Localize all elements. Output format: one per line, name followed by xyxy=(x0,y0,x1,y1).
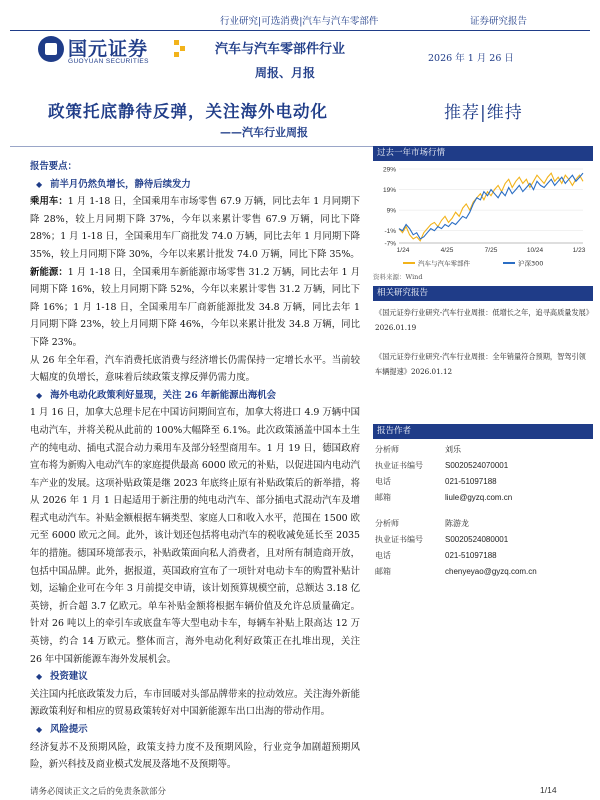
x-tick-label: 4/25 xyxy=(440,247,454,254)
analyst-header: 报告作者 xyxy=(373,424,593,439)
key-points-heading: 报告要点： xyxy=(30,161,77,172)
analyst-name: 陈游龙 xyxy=(445,519,469,528)
analyst-block-2 xyxy=(375,516,590,580)
related-item-2[interactable]: 《国元证券行业研究-汽车行业周报：全年销量符合预期，智驾引领车辆提速》2026.01.12 xyxy=(375,352,586,376)
analyst-name: 刘乐 xyxy=(445,445,461,454)
x-tick-label: 1/23 xyxy=(572,247,586,254)
logo-en: GUOYUAN SECURITIES xyxy=(68,58,149,65)
email-label: 邮箱 xyxy=(375,493,391,502)
email-address[interactable]: chenyeyao@gyzq.com.cn xyxy=(445,567,537,576)
phone-number: 021-51097188 xyxy=(445,551,497,560)
paragraph-passenger xyxy=(30,193,360,263)
industry-name: 汽车与汽车零部件行业 xyxy=(215,42,346,57)
report-type: 证券研究报告 xyxy=(470,16,528,27)
y-tick-label: -7% xyxy=(384,240,396,248)
y-tick-label: -1% xyxy=(384,228,396,236)
cert-number: S0020524080001 xyxy=(445,535,509,544)
x-tick-label: 1/24 xyxy=(396,247,410,254)
paragraph-nev xyxy=(30,264,360,352)
legend-label: 沪深300 xyxy=(518,259,544,268)
related-item-1[interactable]: 《国元证券行业研究-汽车行业周报：低增长之年，追寻高质量发展》2026.01.19 xyxy=(375,308,590,332)
company-logo xyxy=(38,36,188,70)
paragraph-overseas: 1 月 16 日，加拿大总理卡尼在中国访问期间宣布，加拿大将进口 4.9 万辆中国电动汽车，并将关税从此前的 100%大幅降至 6.1%。此次政策涵盖中国本土生产的纯电动、插电式混合动力乘用车及部分轻型商用车。1 月 19 日，德国政府宣布将为新购入电动汽车的家庭提供最高 6000 欧元的补贴，以促进国内电动汽车产业的发展。这项补贴政策是继 2023 年底终止原有补贴政策后的新举措，将从 2026 年 1 月 1 日起适用于新注册的纯电动汽车、部分插电式混动汽车及增程式电动汽车。补贴金额根据车辆类型、家庭人口和收入水平，范围在 1500 欧元至 6000 欧元之间。此外，该计划还包括将电动汽车的税收减免延长至 2035 年的措施。德国环境部表示，补贴政策面向私人消费者，且对所有制造商开放，包括中国品牌。此外，据报道，英国政府宣布了一项针对电动卡车的购置补贴计划，运输企业可在今年 3 月前提交申请，该计划预算规模空前，总额达 3.18 亿英镑，折合超 3.7 亿欧元。单车补贴金额将根据车辆价值及允许总质量确定。针对 26 吨以上的牵引车或底盘车等大型电动卡车，每辆车补贴上限高达 12 万英镑，约合 14 万欧元。整体而言，海外电动化利好政策正在扎堆出现，关注 26 年中国新能源车海外发展机会。 xyxy=(30,407,360,665)
related-header: 相关研究报告 xyxy=(373,286,593,301)
report-body xyxy=(30,158,360,774)
report-subtype: 周报、月报 xyxy=(255,66,316,80)
analyst-label: 分析师 xyxy=(375,445,399,454)
market-chart xyxy=(373,163,593,271)
text-nev: 1 月 1-18 日，全国乘用车新能源市场零售 31.2 万辆，同比去年 1 月同期下降 16%，较上月同期下降 52%，今年以来累计零售 31.2 万辆，同比下降 16%；1 月 1-18 日，全国乘用车厂商新能源批发 34.8 万辆，同比去年 1 月同期下降 23%，较上月同期下降 46%，今年以来累计批发 34.8 万辆，同比下降 23%。 xyxy=(30,266,360,348)
phone-label: 电话 xyxy=(375,477,391,486)
header-nav: 行业研究|可选消费|汽车与汽车零部件 xyxy=(220,16,379,27)
text-passenger: 1 月 1-18 日，全国乘用车市场零售 67.9 万辆，同比去年 1 月同期下降 28%，较上月同期下降 37%，今年以来累计零售 67.9 万辆，同比下降 28%；1 月 1-18 日，全国乘用车厂商批发 74.0 万辆，同比去年 1 月同期下降 35%，较上月同期下降 30%，今年以来累计批发 74.0 万辆，同比下降 35%。 xyxy=(30,196,360,260)
chart-header: 过去一年市场行情 xyxy=(373,146,593,161)
legend-label: 汽车与汽车零部件 xyxy=(418,259,470,268)
paragraph-risk: 经济复苏不及预期风险，政策支持力度不及预期风险，行业竞争加剧超预期风险，新兴科技及商业模式发展及落地不及预期等。 xyxy=(30,741,360,771)
rating: 推荐|维持 xyxy=(444,103,523,123)
bullet-heading-1: ◆ 前半月仍然负增长，静待后续发力 xyxy=(30,176,360,194)
email-address[interactable]: liule@gyzq.com.cn xyxy=(445,493,513,502)
logo-deco-icon xyxy=(174,40,188,58)
y-tick-label: 9% xyxy=(386,207,396,215)
bullet-heading-3: ◆ 投资建议 xyxy=(30,668,360,686)
logo-cn: 国元证券 xyxy=(68,38,149,60)
bullet-heading-2: ◆ 海外电动化政策利好显现，关注 26 年新能源出海机会 xyxy=(30,387,360,405)
analyst-block-1 xyxy=(375,442,590,506)
analyst-label: 分析师 xyxy=(375,519,399,528)
related-list xyxy=(375,305,590,379)
report-date: 2026 年 1 月 26 日 xyxy=(428,53,514,64)
label-nev: 新能源： xyxy=(30,266,68,278)
cert-label: 执业证书编号 xyxy=(375,461,423,470)
y-tick-label: 29% xyxy=(382,166,396,174)
report-title: 政策托底静待反弹，关注海外电动化 xyxy=(48,102,328,121)
paragraph-investment: 关注国内托底政策发力后，车市回暖对头部品牌带来的拉动效应。关注海外新能源政策利好和相应的贸易政策转好对中国新能源车出口出海的带动作用。 xyxy=(30,688,360,718)
paragraph-outlook: 从 26 年全年看，汽车消费托底消费与经济增长仍需保持一定增长水平。当前较大幅度的负增长，意味着后续政策支撑反弹仍需力度。 xyxy=(30,354,360,384)
footer-disclaimer: 请务必阅读正文之后的免责条款部分 xyxy=(30,787,167,797)
report-subtitle: ——汽车行业周报 xyxy=(220,126,308,139)
chart-source: 资料来源：Wind xyxy=(373,273,423,281)
cert-label: 执业证书编号 xyxy=(375,535,423,544)
email-label: 邮箱 xyxy=(375,567,391,576)
page-number: 1/14 xyxy=(540,785,557,795)
x-tick-label: 7/25 xyxy=(484,247,498,254)
cert-number: S0020524070001 xyxy=(445,461,509,470)
phone-label: 电话 xyxy=(375,551,391,560)
label-passenger: 乘用车： xyxy=(30,196,68,208)
bullet-heading-4: ◆ 风险提示 xyxy=(30,721,360,739)
logo-mark-icon xyxy=(38,36,64,62)
y-tick-label: 19% xyxy=(382,187,396,195)
top-divider xyxy=(10,30,590,31)
x-tick-label: 10/24 xyxy=(526,247,544,254)
phone-number: 021-51097188 xyxy=(445,477,497,486)
